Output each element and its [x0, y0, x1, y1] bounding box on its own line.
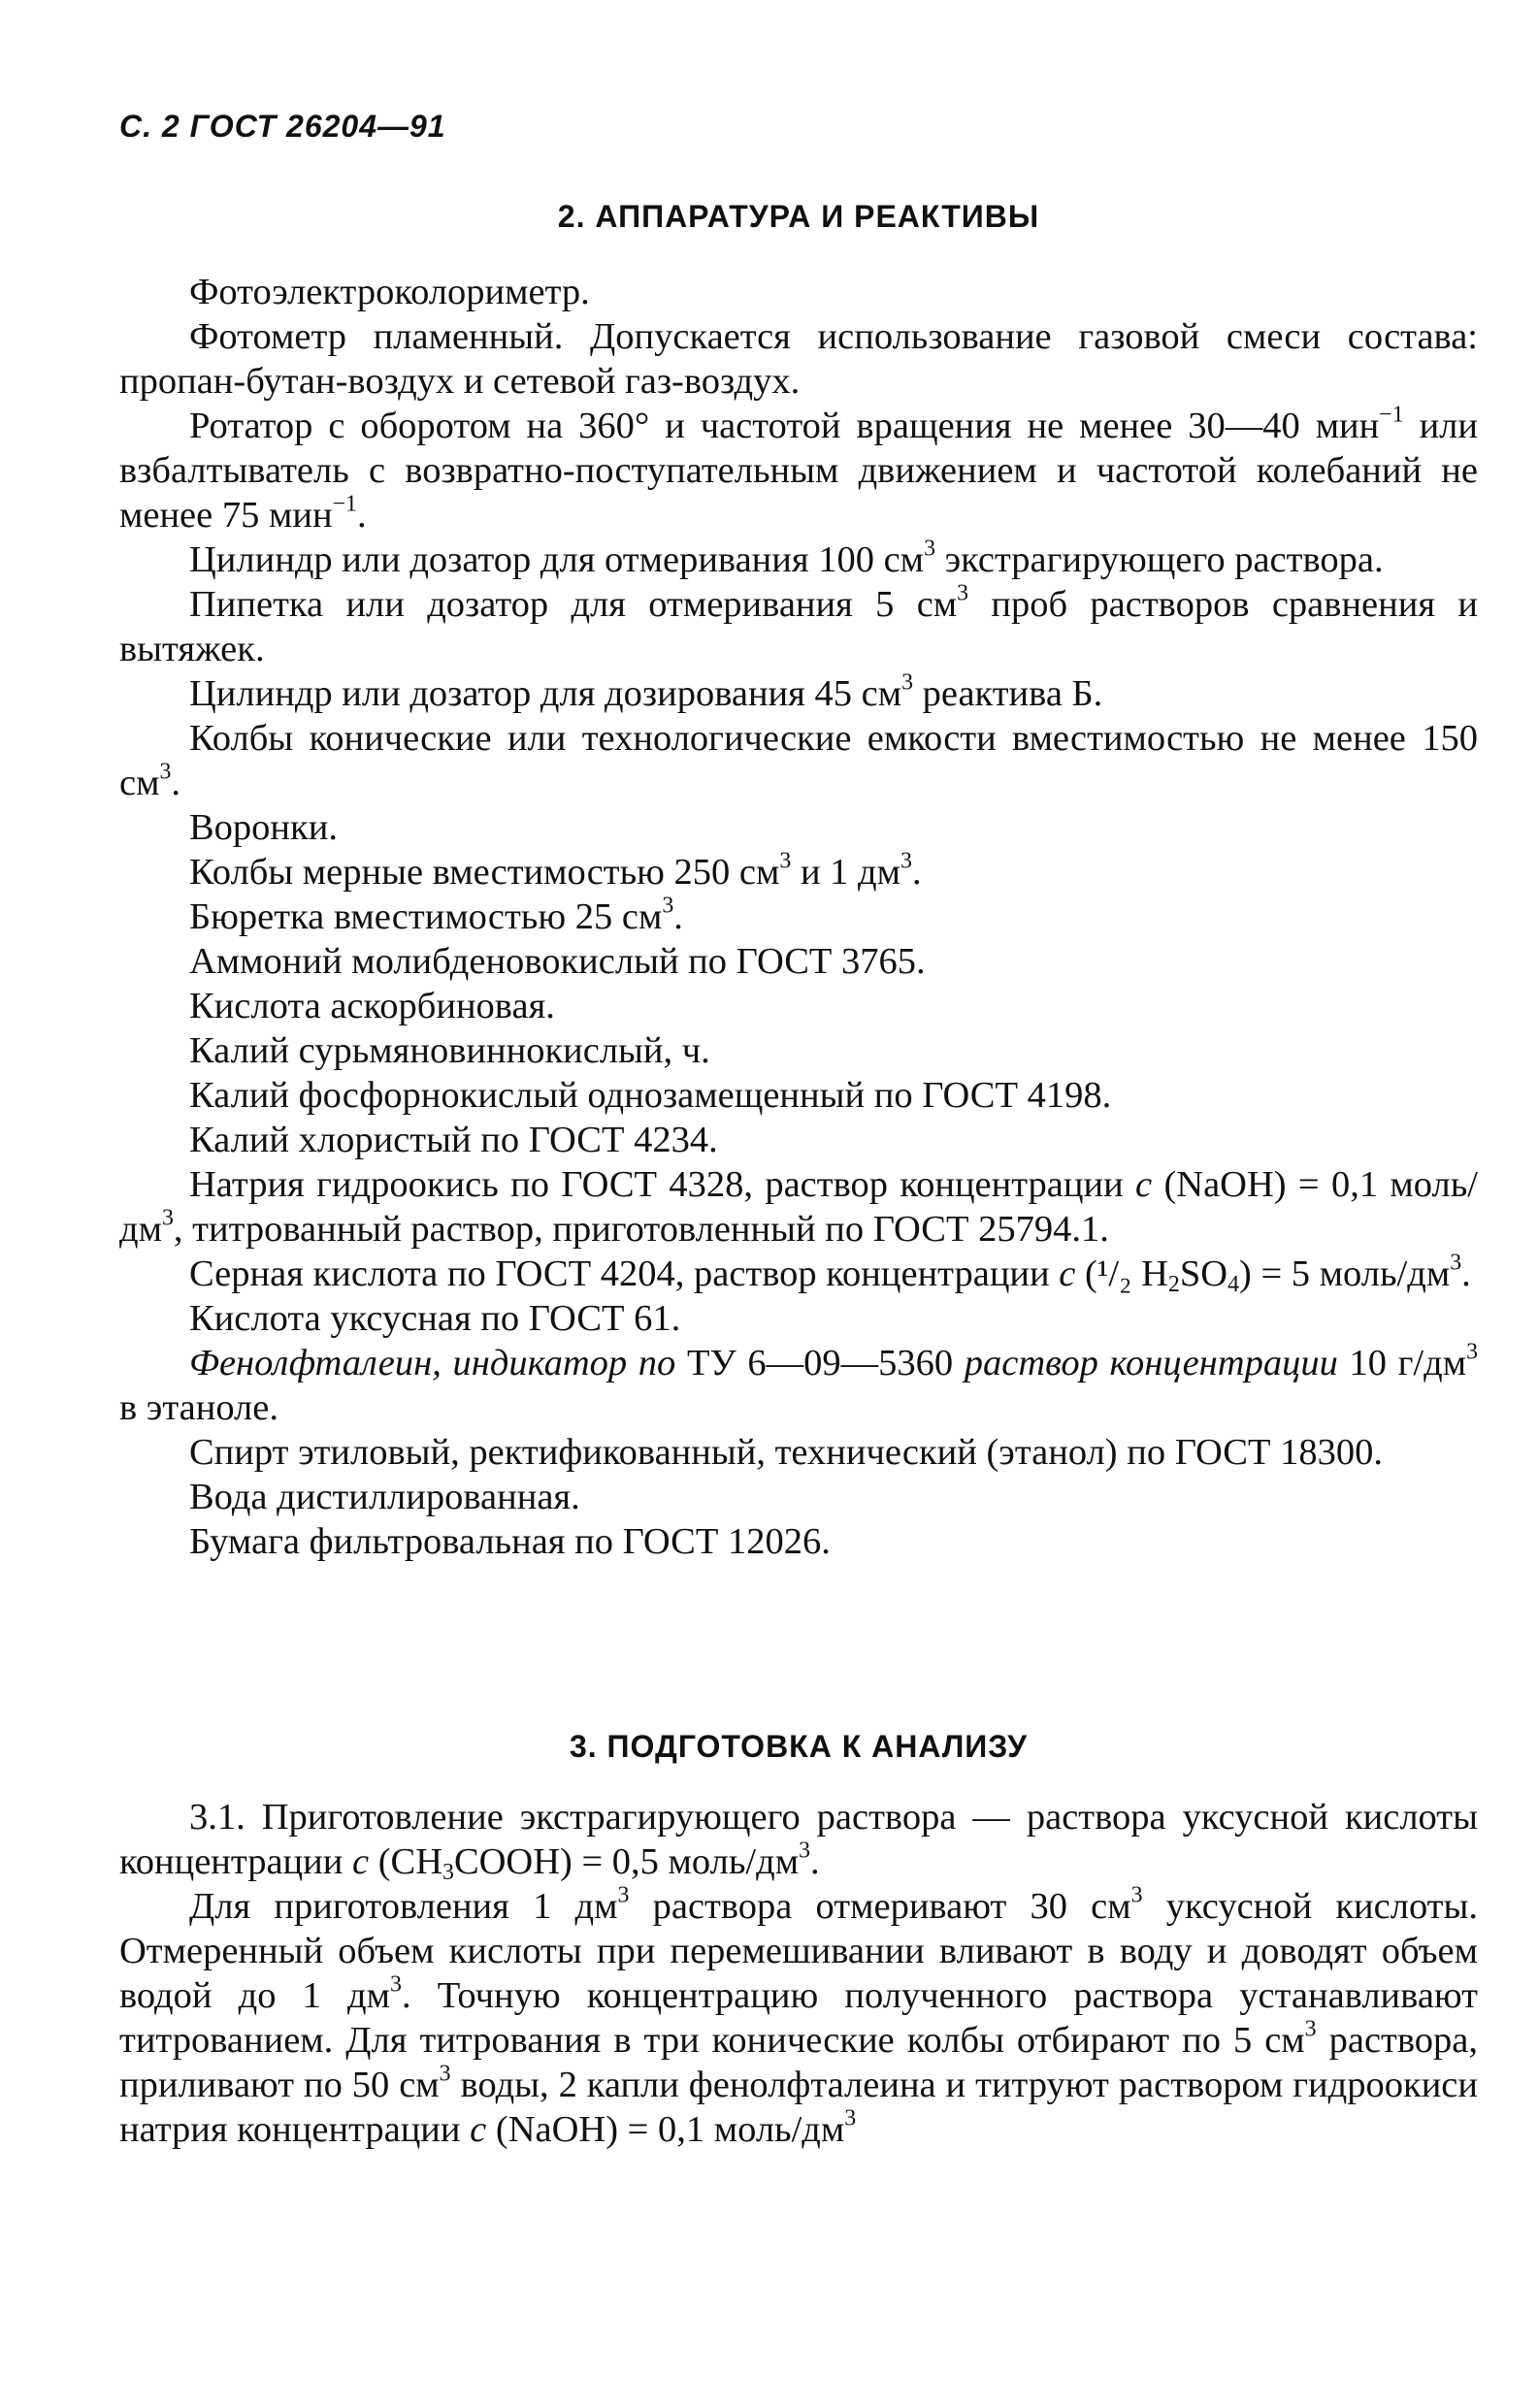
paragraph: Цилиндр или дозатор для отмеривания 100 $см^3$ экстрагирующего раствора. — [189, 536, 1384, 580]
paragraph: Для приготовления 1 $дм^3$ раствора отмеривают 30 $см^3$ уксусной кислоты. Отмеренный объем кислоты при перемешивании вливают в воду и доводят объем водой до 1 $дм^3$. Точную концентрацию полученного раствора устанавливают титрованием. Для титрования в три конические колбы отбирают по 5 $см^3$ раствора, приливают по 50 $см^3$ воды, 2 капли фенолфталеина и титруют раствором гидроокиси натрия концентрации с (NaOH) = 0,1 моль/$дм^3$ — [119, 1882, 1478, 2150]
paragraph: Бумага фильтровальная по ГОСТ 12026. — [189, 1521, 831, 1562]
paragraph: Спирт этиловый, ректификованный, технический (этанол) по ГОСТ 18300. — [189, 1432, 1383, 1473]
paragraph: Фотометр пламенный. Допускается использование газовой смеси состава: пропан-бутан-воздух и сетевой газ-воздух. — [119, 316, 1478, 402]
paragraph: Калий фосфорнокислый однозамещенный по ГОСТ 4198. — [189, 1075, 1112, 1116]
paragraph: Кислота аскорбиновая. — [189, 986, 555, 1026]
paragraph: Колбы мерные вместимостью 250 $см^3$ и 1 $дм^3$. — [189, 848, 922, 893]
paragraph: Цилиндр или дозатор для дозирования 45 $см^3$ реактива Б. — [189, 669, 1103, 714]
paragraph: Калий сурьмяновиннокислый, ч. — [189, 1030, 710, 1071]
running-head: С. 2 ГОСТ 26204—91 — [119, 109, 446, 144]
paragraph: Вода дистиллированная. — [189, 1477, 580, 1517]
paragraph: Серная кислота по ГОСТ 4204, раствор концентрации с (¹/₂ $H_2SO_4) = 5$ моль/$дм^3$. — [189, 1250, 1471, 1297]
paragraph: Пипетка или дозатор для отмеривания 5 $см^3$ проб растворов сравнения и вытяжек. — [119, 580, 1478, 669]
paragraph: Колбы конические или технологические емкости вместимостью не менее 150 $см^3$. — [119, 718, 1478, 803]
paragraph: Ротатор с оборотом на 360° и частотой вращения не менее 30—40 мин$^{-1}$ или взбалтыватель с возвратно-поступательным движением и частотой колебаний не менее 75 мин$^{-1}$. — [119, 402, 1478, 536]
paragraph: Аммоний молибденовокислый по ГОСТ 3765. — [189, 941, 926, 982]
section-3-body — [119, 1795, 1478, 2152]
paragraph: Воронки. — [189, 807, 338, 848]
section-2-body — [119, 270, 1478, 1564]
paragraph: Фотоэлектроколориметр. — [189, 272, 590, 312]
paragraph: Калий хлористый по ГОСТ 4234. — [189, 1120, 718, 1160]
paragraph: Кислота уксусная по ГОСТ 61. — [189, 1298, 681, 1339]
section-3-heading: 3. ПОДГОТОВКА К АНАЛИЗУ — [569, 1729, 1029, 1764]
paragraph: Натрия гидроокись по ГОСТ 4328, раствор концентрации с (NaOH) = 0,1 моль/$дм^3$, титрованный раствор, приготовленный по ГОСТ 25794.1. — [119, 1164, 1478, 1250]
paragraph: Фенолфталеин, индикатор по ТУ 6—09—5360 раствор концентрации 10 $г/дм^3$ в этаноле. — [119, 1339, 1478, 1428]
section-2-heading: 2. АППАРАТУРА И РЕАКТИВЫ — [557, 199, 1040, 234]
paragraph: Бюретка вместимостью 25 $см^3$. — [189, 893, 683, 937]
paragraph: 3.1. Приготовление экстрагирующего раствора — раствора уксусной кислоты концентрации с $(CH_3COOH) = 0,5$ моль/$дм^3$. — [119, 1797, 1478, 1885]
